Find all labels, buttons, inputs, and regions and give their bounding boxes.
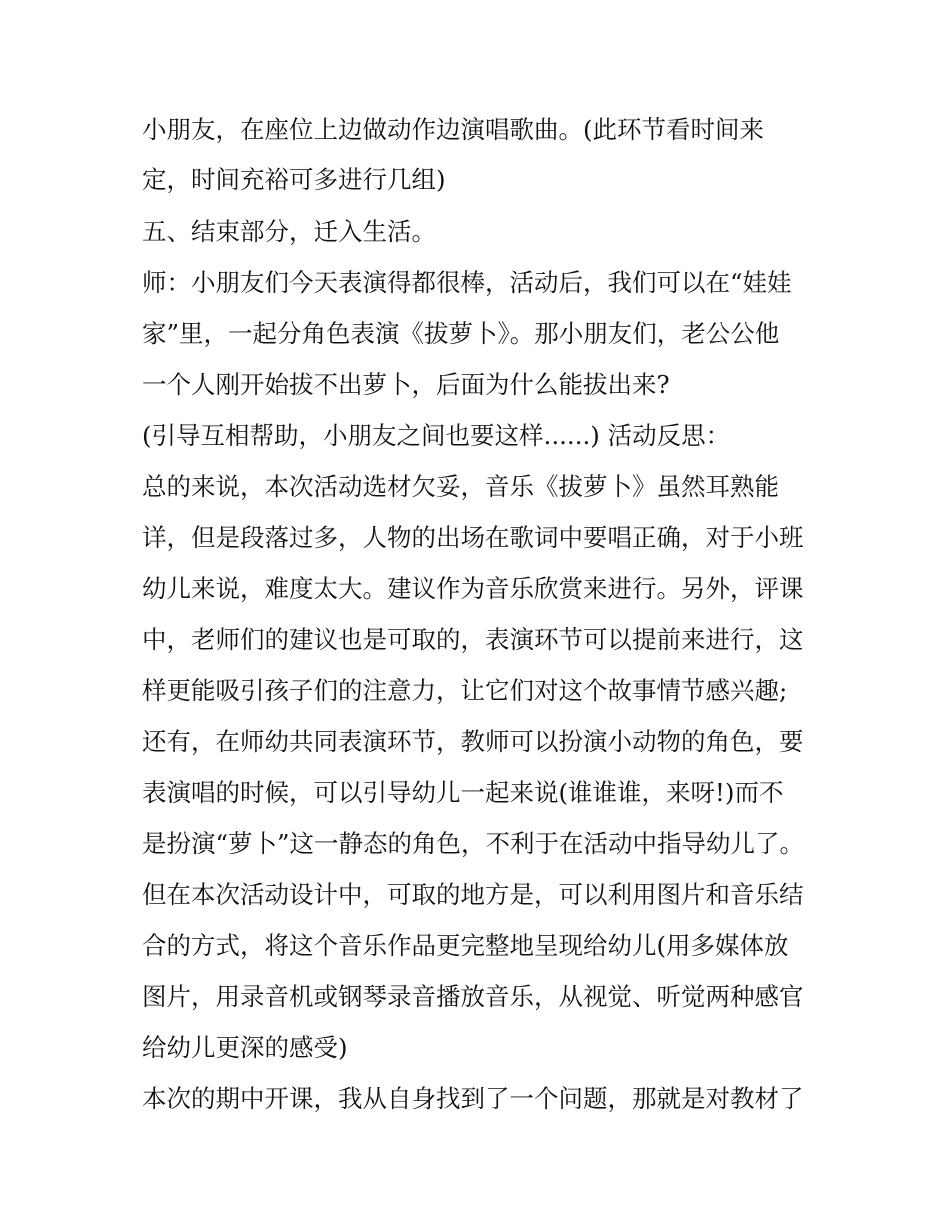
text-line: 是扮演“萝卜”这一静态的角色，不利于在活动中指导幼儿了。 xyxy=(142,829,805,858)
text-line: 图片，用录音机或钢琴录音播放音乐，从视觉、听觉两种感官 xyxy=(142,982,804,1011)
text-line: 定，时间充裕可多进行几组) xyxy=(142,165,446,194)
text-line: 但在本次活动设计中，可取的地方是，可以利用图片和音乐结 xyxy=(142,880,804,909)
text-line: 合的方式，将这个音乐作品更完整地呈现给幼儿(用多媒体放 xyxy=(142,931,789,960)
text-line: 幼儿来说，难度太大。建议作为音乐欣赏来进行。另外，评课 xyxy=(142,574,804,603)
text-line: 还有，在师幼共同表演环节，教师可以扮演小动物的角色，要 xyxy=(142,727,804,756)
section-heading: 五、结束部分，迁入生活。 xyxy=(142,217,436,246)
text-line: (引导互相帮助，小朋友之间也要这样......) 活动反思： xyxy=(142,421,731,450)
text-line: 给幼儿更深的感受) xyxy=(142,1033,348,1062)
text-line: 家”里，一起分角色表演《拔萝卜》。那小朋友们，老公公他 xyxy=(142,319,780,348)
text-line: 一个人刚开始拔不出萝卜，后面为什么能拔出来? xyxy=(142,370,670,399)
text-line: 样更能吸引孩子们的注意力，让它们对这个故事情节感兴趣; xyxy=(142,676,788,705)
text-line: 表演唱的时候，可以引导幼儿一起来说(谁谁谁，来呀!)而不 xyxy=(142,778,784,807)
text-line: 中，老师们的建议也是可取的，表演环节可以提前来进行，这 xyxy=(142,625,804,654)
text-line: 本次的期中开课，我从自身找到了一个问题，那就是对教材了 xyxy=(142,1084,804,1113)
text-line: 师：小朋友们今天表演得都很棒，活动后，我们可以在“娃娃 xyxy=(142,268,792,297)
text-line: 小朋友，在座位上边做动作边演唱歌曲。(此环节看时间来 xyxy=(142,115,765,144)
text-line: 总的来说，本次活动选材欠妥，音乐《拔萝卜》虽然耳熟能 xyxy=(142,472,779,501)
text-line: 详，但是段落过多，人物的出场在歌词中要唱正确，对于小班 xyxy=(142,523,804,552)
